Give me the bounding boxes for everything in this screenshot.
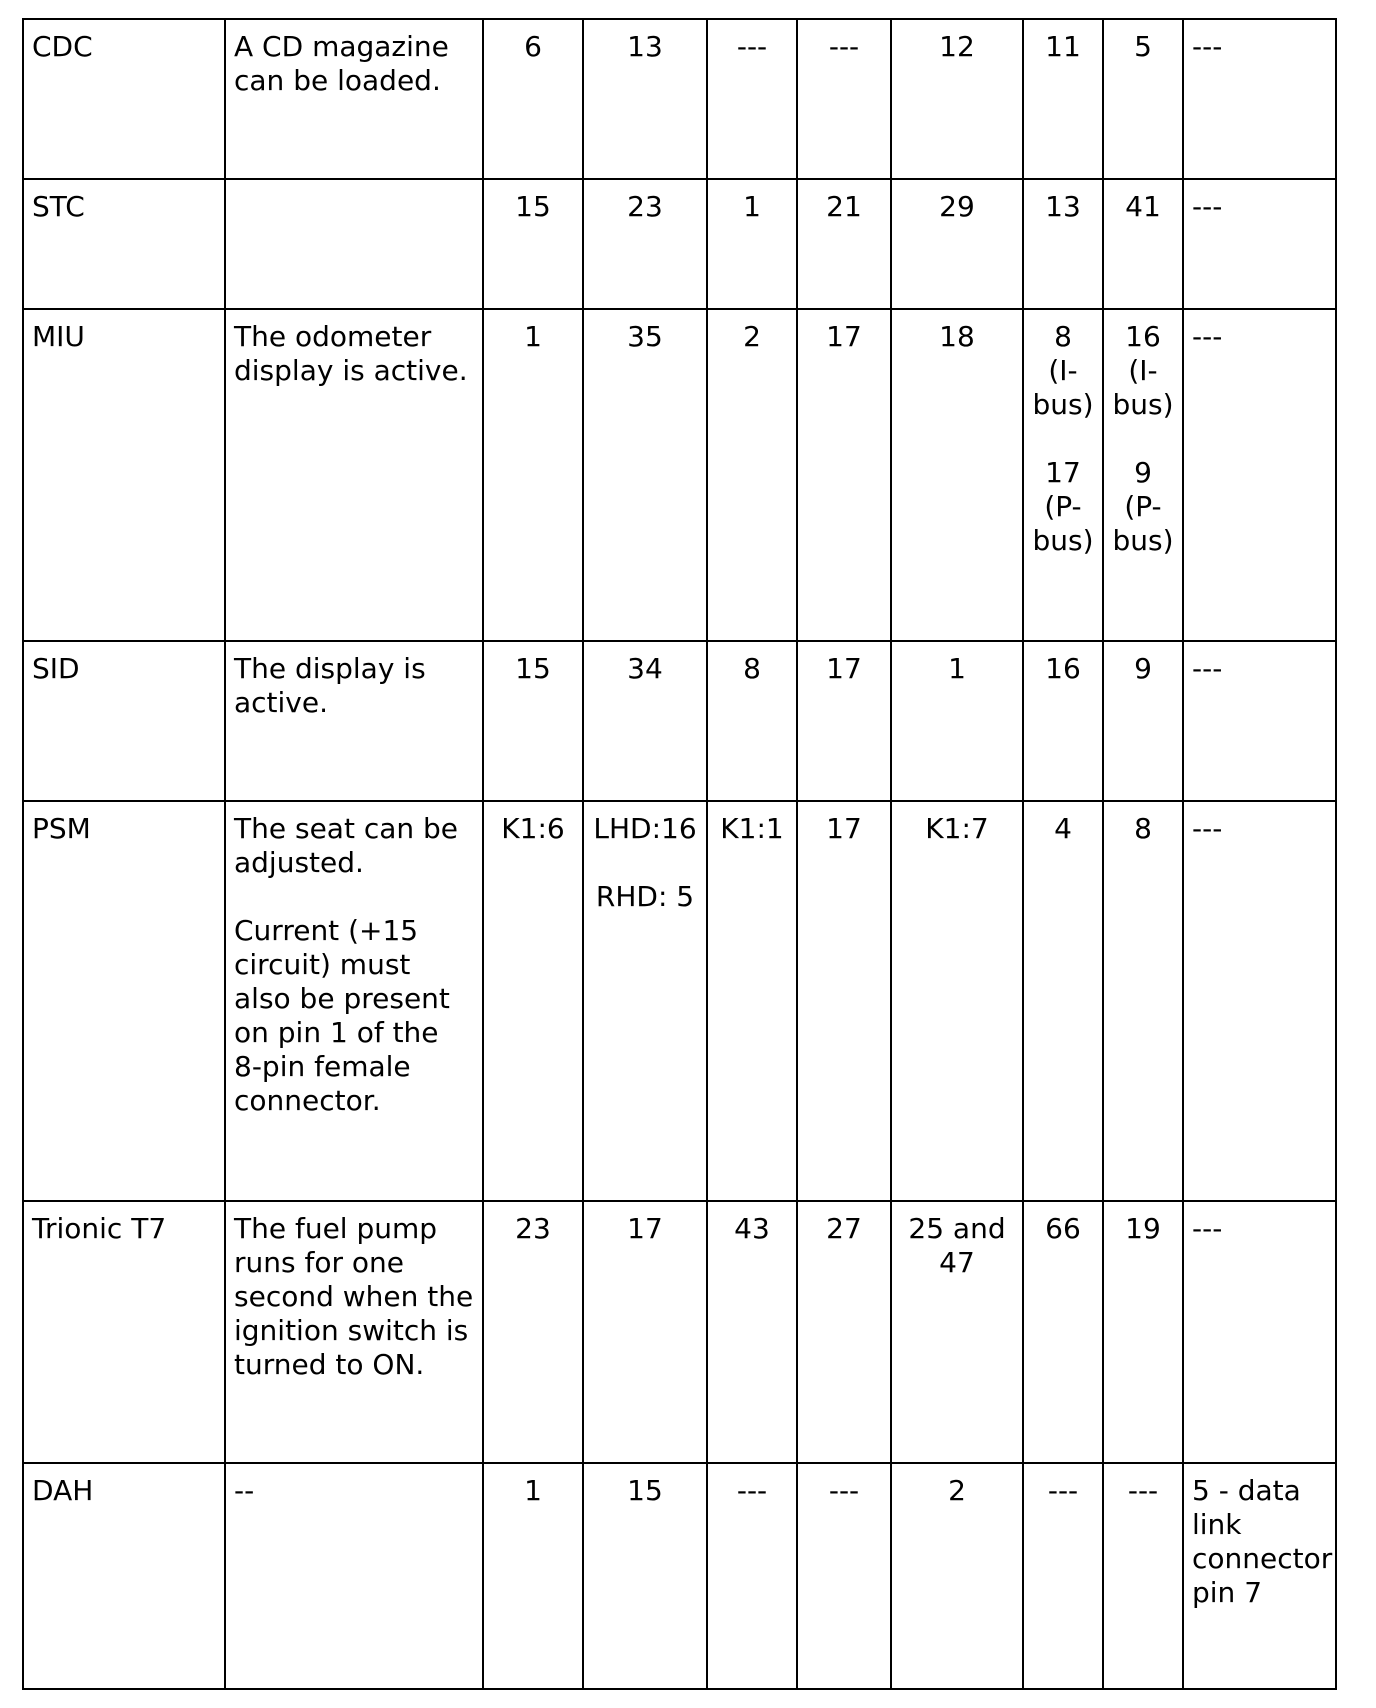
pin-cell <box>707 19 797 179</box>
pin-cell <box>483 1463 583 1689</box>
pin-cell <box>583 801 707 1201</box>
pin-cell <box>1103 179 1183 309</box>
condition-cell <box>225 801 483 1201</box>
cell-line: can be loaded. <box>234 64 441 97</box>
pin-cell <box>583 19 707 179</box>
cell-line: bus) <box>1112 524 1174 557</box>
cell-line: 21 <box>826 190 862 223</box>
cell-line: 8 <box>1134 812 1152 845</box>
cell-line: --- <box>1192 1212 1223 1245</box>
cell-line: 16 <box>1125 320 1161 353</box>
cell-line: 13 <box>1045 190 1081 223</box>
cell-line: 47 <box>939 1246 975 1279</box>
pin-cell <box>891 801 1023 1201</box>
pin-cell <box>891 641 1023 801</box>
cell-line: 6 <box>524 30 542 63</box>
condition-cell <box>225 179 483 309</box>
pin-cell <box>707 641 797 801</box>
pin-cell <box>1103 1201 1183 1463</box>
cell-line: adjusted. <box>234 846 364 879</box>
cell-line: 13 <box>627 30 663 63</box>
note-cell <box>1183 641 1336 801</box>
pin-cell <box>483 309 583 641</box>
cell-line: pin 7 <box>1192 1576 1263 1609</box>
pin-cell <box>1023 309 1103 641</box>
cell-line: --- <box>736 30 768 63</box>
pin-cell <box>1023 1201 1103 1463</box>
cell-line: --- <box>828 30 860 63</box>
table-row <box>23 1201 1336 1463</box>
cell-line: on pin 1 of the <box>234 1016 439 1049</box>
cell-line: --- <box>1192 190 1223 223</box>
pin-cell <box>891 309 1023 641</box>
cell-line: active. <box>234 686 329 719</box>
cell-line: runs for one <box>234 1246 404 1279</box>
condition-cell <box>225 1463 483 1689</box>
cell-line: LHD:16 <box>593 812 697 845</box>
pin-cell <box>1103 641 1183 801</box>
component-name-cell <box>23 179 225 309</box>
cell-line: 15 <box>515 190 551 223</box>
note-cell <box>1183 1463 1336 1689</box>
condition-cell <box>225 19 483 179</box>
pin-cell <box>1023 179 1103 309</box>
cell-line: The fuel pump <box>234 1212 438 1245</box>
cell-line: circuit) must <box>234 948 411 981</box>
cell-line: (P- <box>1124 490 1162 523</box>
cell-line: bus) <box>1032 388 1094 421</box>
cell-line: 43 <box>734 1212 770 1245</box>
note-cell <box>1183 1201 1336 1463</box>
cell-line: 23 <box>627 190 663 223</box>
cell-line: 12 <box>939 30 975 63</box>
table-row <box>23 1463 1336 1689</box>
note-cell <box>1183 309 1336 641</box>
pin-cell <box>583 641 707 801</box>
component-name: PSM <box>32 812 91 845</box>
cell-line: --- <box>828 1474 860 1507</box>
pin-cell <box>1023 1463 1103 1689</box>
component-name-cell <box>23 641 225 801</box>
cell-line: turned to ON. <box>234 1348 425 1381</box>
pin-cell <box>583 1463 707 1689</box>
cell-line: --- <box>1192 652 1223 685</box>
cell-line: 1 <box>948 652 966 685</box>
cell-line: 8-pin female <box>234 1050 411 1083</box>
cell-line: connector <box>1192 1542 1333 1575</box>
cell-line: The seat can be <box>234 812 459 845</box>
pin-cell <box>891 1201 1023 1463</box>
cell-line: The display is <box>234 652 426 685</box>
cell-line: 11 <box>1045 30 1081 63</box>
component-name-cell <box>23 1201 225 1463</box>
line-gap <box>1112 422 1174 456</box>
component-name: DAH <box>32 1474 94 1507</box>
cell-line: 1 <box>743 190 761 223</box>
cell-line: (I- <box>1048 354 1078 387</box>
note-cell <box>1183 801 1336 1201</box>
pin-cell <box>797 1201 891 1463</box>
note-cell <box>1183 19 1336 179</box>
cell-line: --- <box>736 1474 768 1507</box>
pin-cell <box>483 19 583 179</box>
cell-line: 9 <box>1134 456 1152 489</box>
cell-line: 15 <box>627 1474 663 1507</box>
cell-line: --- <box>1192 30 1223 63</box>
pin-cell <box>707 1201 797 1463</box>
pin-cell <box>483 641 583 801</box>
component-name: CDC <box>32 30 93 63</box>
cell-line: 9 <box>1134 652 1152 685</box>
pin-cell <box>1023 19 1103 179</box>
cell-line: K1:1 <box>720 812 784 845</box>
pin-cell <box>707 309 797 641</box>
cell-line: connector. <box>234 1084 381 1117</box>
component-name-cell <box>23 19 225 179</box>
cell-line: 23 <box>515 1212 551 1245</box>
cell-line: K1:6 <box>501 812 565 845</box>
condition-cell <box>225 309 483 641</box>
cell-line: Current (+15 <box>234 914 419 947</box>
cell-line: 17 <box>826 812 862 845</box>
cell-line: 2 <box>743 320 761 353</box>
cell-line: 1 <box>524 1474 542 1507</box>
cell-line: 25 and <box>908 1212 1006 1245</box>
cell-line: 17 <box>627 1212 663 1245</box>
condition-cell <box>225 641 483 801</box>
pin-cell <box>891 19 1023 179</box>
table-row <box>23 179 1336 309</box>
cell-line: second when the <box>234 1280 474 1313</box>
cell-line: 29 <box>939 190 975 223</box>
cell-line: RHD: 5 <box>595 880 695 913</box>
pin-cell <box>891 179 1023 309</box>
note-cell <box>1183 179 1336 309</box>
cell-line: 5 - data <box>1192 1474 1301 1507</box>
cell-line: 2 <box>948 1474 966 1507</box>
cell-line: K1:7 <box>925 812 989 845</box>
pin-cell <box>1023 641 1103 801</box>
pin-cell <box>797 179 891 309</box>
cell-line: 8 <box>1054 320 1072 353</box>
cell-line: --- <box>1047 1474 1079 1507</box>
table-row <box>23 801 1336 1201</box>
cell-line: 19 <box>1125 1212 1161 1245</box>
pin-cell <box>707 801 797 1201</box>
cell-line: bus) <box>1112 388 1174 421</box>
condition-cell <box>225 1201 483 1463</box>
cell-line: 41 <box>1125 190 1161 223</box>
component-name-cell <box>23 1463 225 1689</box>
cell-line: -- <box>234 1474 255 1507</box>
cell-line: also be present <box>234 982 450 1015</box>
cell-line: (P- <box>1044 490 1082 523</box>
pin-cell <box>583 179 707 309</box>
pin-cell <box>1103 801 1183 1201</box>
cell-line: 1 <box>524 320 542 353</box>
cell-line: 17 <box>826 652 862 685</box>
cell-line: --- <box>1192 812 1223 845</box>
table-row <box>23 309 1336 641</box>
cell-line: 17 <box>826 320 862 353</box>
pin-cell <box>483 179 583 309</box>
pin-cell <box>583 1201 707 1463</box>
cell-line: (I- <box>1128 354 1158 387</box>
cell-line: 5 <box>1134 30 1152 63</box>
cell-line: 4 <box>1054 812 1072 845</box>
table-row <box>23 641 1336 801</box>
table-body <box>23 19 1336 1689</box>
component-name: MIU <box>32 320 85 353</box>
pin-cell <box>1103 19 1183 179</box>
pin-cell <box>1103 1463 1183 1689</box>
component-name: STC <box>32 190 85 223</box>
line-gap <box>1032 422 1094 456</box>
pin-cell <box>483 1201 583 1463</box>
cell-line: 17 <box>1045 456 1081 489</box>
table-row <box>23 19 1336 179</box>
component-name: SID <box>32 652 80 685</box>
component-name: Trionic T7 <box>32 1212 167 1245</box>
cell-line: link <box>1192 1508 1242 1541</box>
pin-cell <box>483 801 583 1201</box>
pin-cell <box>583 309 707 641</box>
cell-line: ignition switch is <box>234 1314 469 1347</box>
cell-line: 66 <box>1045 1212 1081 1245</box>
line-gap <box>592 846 698 880</box>
component-name-cell <box>23 801 225 1201</box>
pin-table <box>22 18 1337 1690</box>
cell-line: The odometer <box>234 320 432 353</box>
cell-line: --- <box>1127 1474 1159 1507</box>
cell-line: 8 <box>743 652 761 685</box>
component-name-cell <box>23 309 225 641</box>
line-gap <box>234 880 474 914</box>
pin-cell <box>1023 801 1103 1201</box>
pin-cell <box>797 801 891 1201</box>
pin-cell <box>1103 309 1183 641</box>
pin-cell <box>797 641 891 801</box>
cell-line: A CD magazine <box>234 30 449 63</box>
cell-line: 18 <box>939 320 975 353</box>
pin-cell <box>797 309 891 641</box>
pin-cell <box>707 179 797 309</box>
cell-line: 15 <box>515 652 551 685</box>
pin-cell <box>707 1463 797 1689</box>
cell-line: 27 <box>826 1212 862 1245</box>
pin-cell <box>797 1463 891 1689</box>
cell-line: 35 <box>627 320 663 353</box>
cell-line: 34 <box>627 652 663 685</box>
cell-line: --- <box>1192 320 1223 353</box>
pin-cell <box>797 19 891 179</box>
pin-cell <box>891 1463 1023 1689</box>
cell-line: display is active. <box>234 354 468 387</box>
cell-line: 16 <box>1045 652 1081 685</box>
cell-line: bus) <box>1032 524 1094 557</box>
